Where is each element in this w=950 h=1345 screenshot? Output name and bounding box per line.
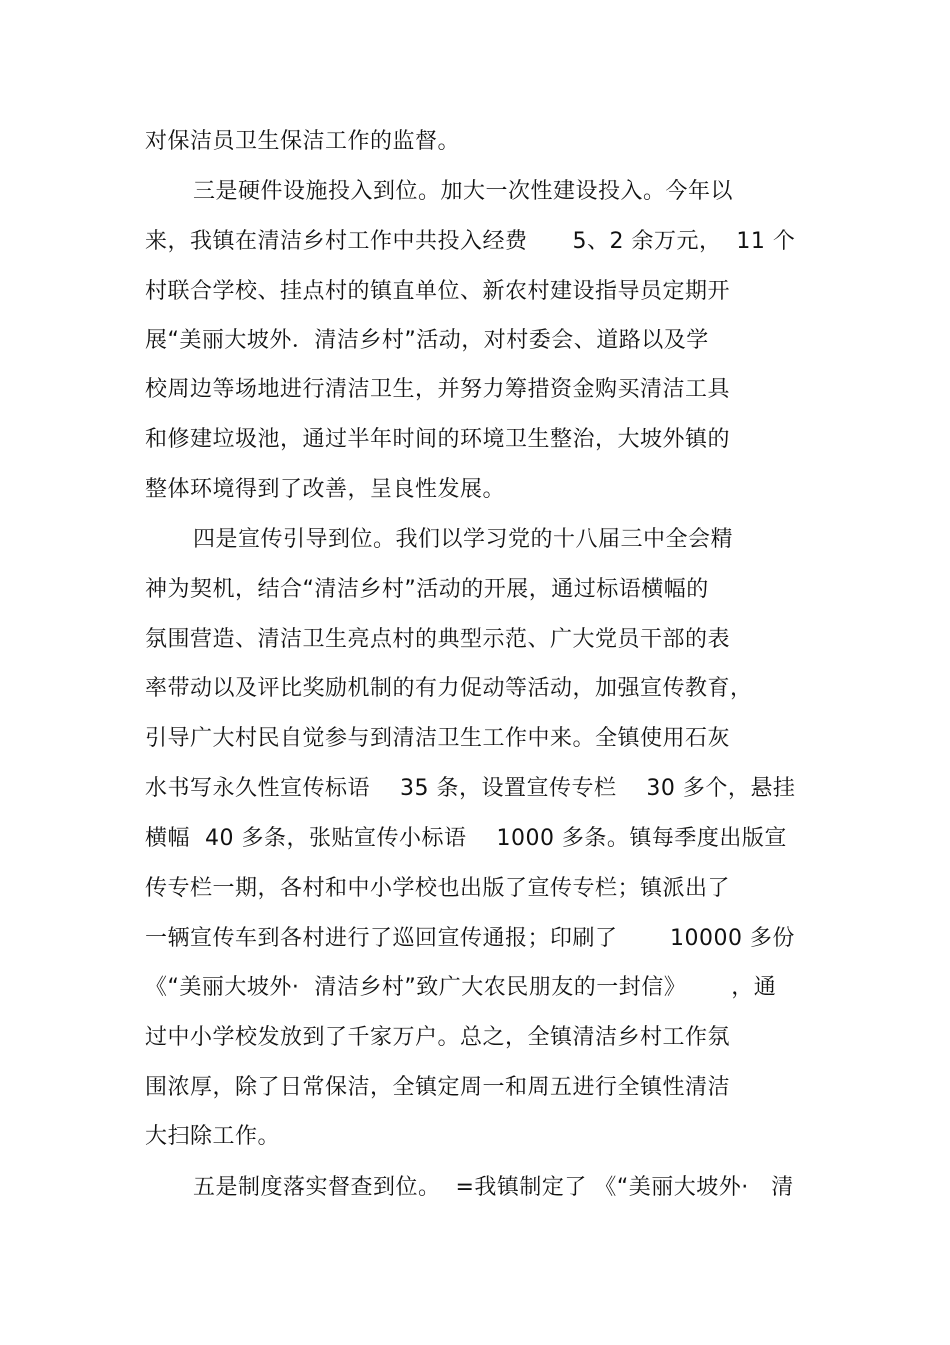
text-line: 过中小学校发放到了千家万户。总之，全镇清洁乡村工作氛 [145,1025,731,1050]
text-line: 神为契机，结合“清洁乡村”活动的开展，通过标语横幅的 [145,577,709,602]
text-line: 村联合学校、挂点村的镇直单位、新农村建设指导员定期开 [145,279,731,304]
text-line: 来，我镇在清洁乡村工作中共投入经费 5、2 余万元， 11 个 [145,229,796,254]
text-line: 氛围营造、清洁卫生亮点村的典型示范、广大党员干部的表 [145,627,731,652]
paragraph-start: 四是宣传引导到位。我们以学习党的十八届三中全会精 [193,527,734,552]
text-line: 引导广大村民自觉参与到清洁卫生工作中来。全镇使用石灰 [145,726,731,751]
text-line: 水书写永久性宣传标语 35 条，设置宣传专栏 30 多个，悬挂 [145,776,796,801]
text-line: 大扫除工作。 [145,1124,281,1149]
text-line: 传专栏一期，各村和中小学校也出版了宣传专栏；镇派出了 [145,876,731,901]
text-line: 校周边等场地进行清洁卫生，并努力筹措资金购买清洁工具 [145,377,731,402]
text-line: 《“美丽大坡外· 清洁乡村”致广大农民朋友的一封信》 ，通 [145,975,777,1000]
text-line: 率带动以及评比奖励机制的有力促动等活动，加强宣传教育， [145,676,753,701]
paragraph-start: 五是制度落实督查到位。 =我镇制定了 《“美丽大坡外· 清 [193,1175,794,1200]
text-line: 一辆宣传车到各村进行了巡回宣传通报；印刷了 10000 多份 [145,926,795,951]
paragraph-start: 三是硬件设施投入到位。加大一次性建设投入。今年以 [193,179,734,204]
text-line: 整体环境得到了改善，呈良性发展。 [145,477,506,502]
text-line: 围浓厚，除了日常保洁，全镇定周一和周五进行全镇性清洁 [145,1075,731,1100]
text-line: 和修建垃圾池，通过半年时间的环境卫生整治，大坡外镇的 [145,427,731,452]
text-line: 横幅 40 多条，张贴宣传小标语 1000 多条。镇每季度出版宣 [145,826,787,851]
text-line: 展“美丽大坡外．清洁乡村”活动，对村委会、道路以及学 [145,328,709,353]
text-line: 对保洁员卫生保洁工作的监督。 [145,129,461,154]
